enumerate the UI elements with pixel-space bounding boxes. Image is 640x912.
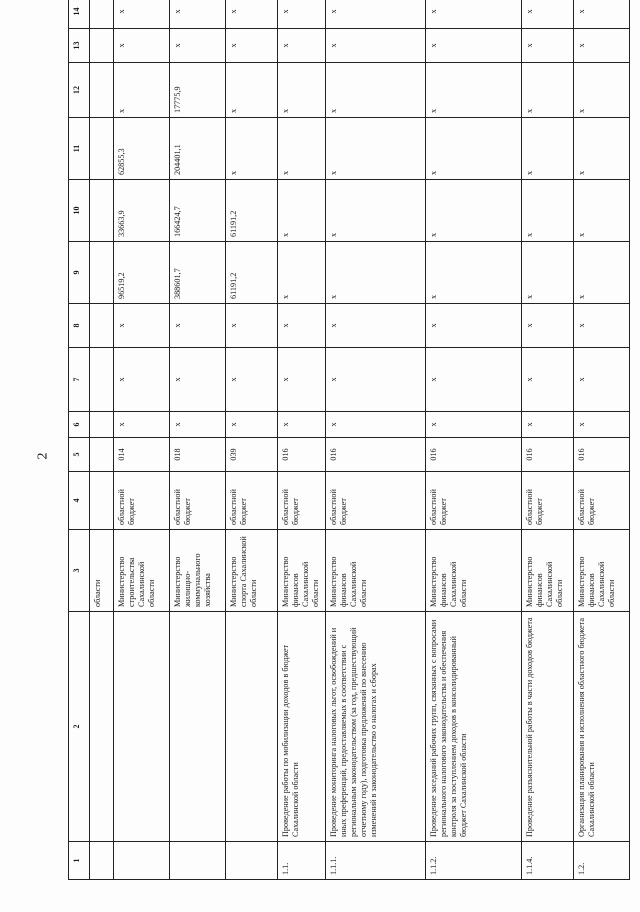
table-cell-col-10: х [574,180,630,242]
col-header: 8 [69,304,90,348]
table-cell-col-5: 016 [426,438,522,472]
table-cell-col-14: х [426,0,522,29]
table-cell-col-11: х [326,118,426,180]
table-cell-col-13: х [522,29,574,63]
table-cell-col-6: х [522,412,574,438]
table-cell-col-7: х [574,348,630,412]
table-cell-col-6 [90,412,114,438]
table-cell-col-12 [90,63,114,118]
table-cell-col-13: х [426,29,522,63]
table-cell-col-3: Министерство строительства Сахалинской области [114,530,170,612]
table-cell-col-13: х [278,29,326,63]
table-cell-col-14: х [574,0,630,29]
table-cell-col-6: х [278,412,326,438]
table-cell-col-2: Проведение работы по мобилизации доходов в бюджет Сахалинской области [278,612,326,842]
table-cell-col-5 [90,438,114,472]
col-header: 13 [69,29,90,63]
table-cell-col-1 [226,842,278,880]
table-cell-col-4: областной бюджет [574,472,630,530]
table-cell-col-5: 018 [170,438,226,472]
table-row [90,0,114,880]
col-header: 10 [69,180,90,242]
table-cell-col-11 [90,118,114,180]
table-cell-col-9 [90,242,114,304]
col-header: 7 [69,348,90,412]
table-cell-col-12: х [114,63,170,118]
table-cell-col-2 [114,612,170,842]
col-header: 11 [69,118,90,180]
table-cell-col-10: х [522,180,574,242]
table-cell-col-9: х [522,242,574,304]
table-cell-col-12: 17775,9 [170,63,226,118]
table-cell-col-1 [114,842,170,880]
table-cell-col-11: 62855,3 [114,118,170,180]
header-row [69,0,90,880]
table-cell-col-5: 016 [278,438,326,472]
table-cell-col-9: х [426,242,522,304]
table-row [574,0,630,880]
table-cell-col-2: Организация планирования и исполнения областного бюджета Сахалинской области [574,612,630,842]
table-cell-col-2: Проведение мониторинга налоговых льгот, освобождений и иных преференций, предоставляемых в соответствии с региональным законодательством (за год, предшествующий отчетному году), подготовка предложений по внесению изменений в законодательство о налогах и сборах [326,612,426,842]
table-cell-col-6: х [426,412,522,438]
table-cell-col-7: х [170,348,226,412]
table-cell-col-12: х [326,63,426,118]
table-cell-col-3: Министерство финансов Сахалинской области [426,530,522,612]
table-cell-col-8: х [226,304,278,348]
col-header: 2 [69,612,90,842]
table-row [226,0,278,880]
col-header: 6 [69,412,90,438]
table-cell-col-7: х [522,348,574,412]
table-cell-col-3: Министерство финансов Сахалинской области [326,530,426,612]
table-cell-col-5: 039 [226,438,278,472]
table-cell-col-10: х [326,180,426,242]
table-cell-col-2: Проведение заседаний рабочих групп, связанных с вопросами регионального налогового законодательства и обеспечения контроля за поступлением доходов в консолидированный бюджет Сахалинской области [426,612,522,842]
table-cell-col-1 [90,842,114,880]
table-cell-col-4: областной бюджет [278,472,326,530]
table-cell-col-4: областной бюджет [226,472,278,530]
table-cell-col-5: 016 [522,438,574,472]
rotated-document [68,7,640,880]
table-cell-col-10: 33663,9 [114,180,170,242]
col-header: 14 [69,0,90,29]
table-cell-col-9: 61191,2 [226,242,278,304]
table-cell-col-7 [90,348,114,412]
table-cell-col-12: х [278,63,326,118]
table-cell-col-6: х [574,412,630,438]
table-cell-col-14: х [522,0,574,29]
col-header: 9 [69,242,90,304]
table-cell-col-10: 61191,2 [226,180,278,242]
col-header: 3 [69,530,90,612]
table-cell-col-8: х [170,304,226,348]
table-cell-col-12: х [426,63,522,118]
table-row [522,0,574,880]
table-cell-col-8: х [326,304,426,348]
table-cell-col-8 [90,304,114,348]
table-cell-col-13: х [326,29,426,63]
table-cell-col-14: х [114,0,170,29]
table-cell-col-3: Министерство жилищно-коммунального хозяйства [170,530,226,612]
table-cell-col-11: х [522,118,574,180]
table-cell-col-3: Министерство финансов Сахалинской области [574,530,630,612]
table-cell-col-12: х [226,63,278,118]
table-cell-col-2: Проведение разъяснительной работы в части доходов бюджета [522,612,574,842]
table-cell-col-1 [170,842,226,880]
table-cell-col-10 [90,180,114,242]
table-cell-col-12: х [574,63,630,118]
table-row [326,0,426,880]
table-cell-col-1: 1.1. [278,842,326,880]
table-cell-col-4: областной бюджет [114,472,170,530]
table-cell-col-7: х [326,348,426,412]
table-cell-col-3: Министерство финансов Сахалинской области [278,530,326,612]
table-cell-col-4: областной бюджет [326,472,426,530]
table-cell-col-14 [90,0,114,29]
col-header: 4 [69,472,90,530]
table-cell-col-2 [226,612,278,842]
table-row [114,0,170,880]
table-cell-col-7: х [426,348,522,412]
table-cell-col-2 [90,612,114,842]
table-cell-col-1: 1.2. [574,842,630,880]
table-cell-col-6: х [170,412,226,438]
table-cell-col-6: х [326,412,426,438]
table-cell-col-11: х [226,118,278,180]
table-cell-col-13: х [114,29,170,63]
table-cell-col-9: х [278,242,326,304]
table-cell-col-4: областной бюджет [426,472,522,530]
table-row [170,0,226,880]
table-cell-col-13: х [574,29,630,63]
table-cell-col-4 [90,472,114,530]
table-cell-col-9: 388601,7 [170,242,226,304]
table-cell-col-6: х [114,412,170,438]
table-cell-col-11: х [426,118,522,180]
table-cell-col-12: х [522,63,574,118]
table-cell-col-8: х [574,304,630,348]
table-cell-col-13 [90,29,114,63]
table-cell-col-11: х [574,118,630,180]
table-cell-col-7: х [226,348,278,412]
table-cell-col-7: х [278,348,326,412]
table-cell-col-3: Министерство спорта Сахалинской области [226,530,278,612]
table-cell-col-10: 166424,7 [170,180,226,242]
table-cell-col-10: х [426,180,522,242]
table-row [426,0,522,880]
table-cell-col-5: 014 [114,438,170,472]
table-cell-col-1: 1.1.1. [326,842,426,880]
table-cell-col-14: х [326,0,426,29]
table-cell-col-8: х [114,304,170,348]
table-cell-col-9: 96519,2 [114,242,170,304]
table-cell-col-9: х [574,242,630,304]
col-header: 1 [69,842,90,880]
table-cell-col-5: 016 [574,438,630,472]
page-number: 2 [35,452,51,460]
table-cell-col-4: областной бюджет [170,472,226,530]
table-cell-col-8: х [426,304,522,348]
table-row [278,0,326,880]
table-cell-col-9: х [326,242,426,304]
table-cell-col-13: х [170,29,226,63]
table-cell-col-11: х [278,118,326,180]
table-cell-col-3: Министерство финансов Сахалинской области [522,530,574,612]
table-cell-col-6: х [226,412,278,438]
table-cell-col-13: х [226,29,278,63]
table-cell-col-8: х [278,304,326,348]
col-header: 5 [69,438,90,472]
table-cell-col-1: 1.1.2. [426,842,522,880]
table-cell-col-1: 1.1.4. [522,842,574,880]
table-cell-col-3: области [90,530,114,612]
table-cell-col-10: х [278,180,326,242]
table-cell-col-5: 016 [326,438,426,472]
table-cell-col-11: 204401,1 [170,118,226,180]
table-cell-col-8: х [522,304,574,348]
table-cell-col-14: х [278,0,326,29]
table-cell-col-4: областной бюджет [522,472,574,530]
col-header: 12 [69,63,90,118]
table-cell-col-14: х [226,0,278,29]
table-cell-col-2 [170,612,226,842]
table-cell-col-14: х [170,0,226,29]
budget-table [68,0,630,880]
table-cell-col-7: х [114,348,170,412]
